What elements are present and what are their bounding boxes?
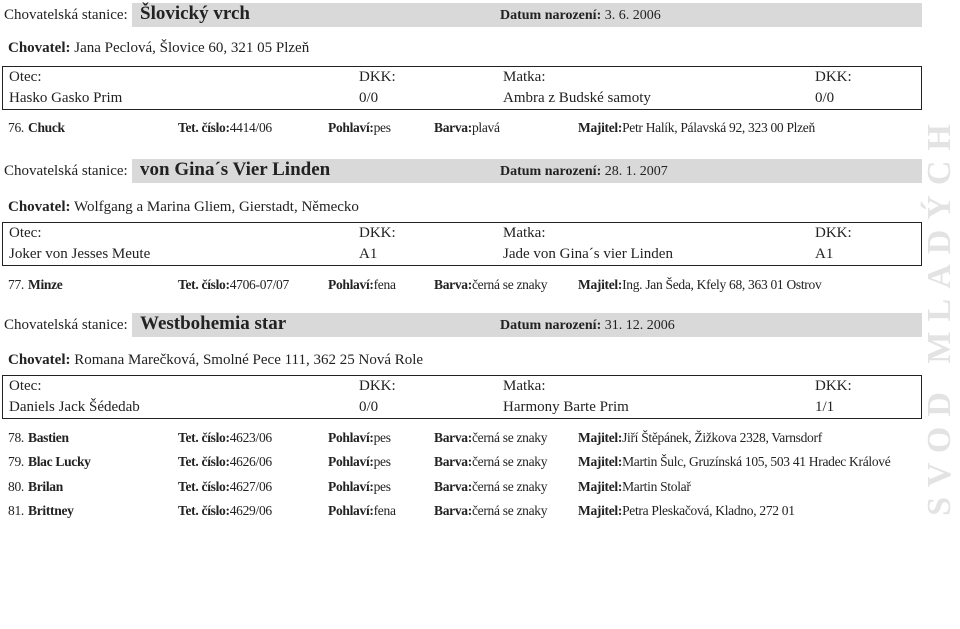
mother-dkk: A1: [815, 246, 834, 262]
owner-label: Majitel:: [578, 479, 623, 494]
father-name: Daniels Jack Šédedab: [9, 399, 140, 415]
station-label: Chovatelská stanice:: [4, 7, 128, 23]
owner-value: Jiří Štěpánek, Žižkova 2328, Varnsdorf: [622, 430, 822, 445]
color-label: Barva:: [434, 430, 472, 445]
pup-row: [0, 503, 922, 525]
tet-value: 4629/06: [229, 503, 272, 518]
pup-sex: [328, 503, 396, 519]
mother-name: Jade von Gina´s vier Linden: [503, 246, 673, 262]
station-row: [0, 159, 922, 183]
owner-label: Majitel:: [578, 120, 623, 135]
father-label: Otec:: [9, 378, 42, 394]
pup-owner: [578, 277, 822, 293]
sex-label: Pohlaví:: [328, 430, 374, 445]
color-value: černá se znaky: [471, 479, 548, 494]
tet-label: Tet. číslo:: [178, 120, 230, 135]
pup-tet: [178, 479, 272, 495]
breeder-value: Jana Peclová, Šlovice 60, 321 05 Plzeň: [74, 40, 310, 56]
sex-value: fena: [373, 503, 396, 518]
father-label: Otec:: [9, 69, 42, 85]
station-bar: [132, 313, 922, 337]
sex-label: Pohlaví:: [328, 454, 374, 469]
pup-sex: [328, 277, 396, 293]
father-name: Hasko Gasko Prim: [9, 90, 123, 106]
owner-label: Majitel:: [578, 503, 623, 518]
owner-label: Majitel:: [578, 277, 623, 292]
pup-row: [0, 277, 922, 299]
owner-value: Martin Šulc, Gruzínská 105, 503 41 Hradec Králové: [622, 454, 891, 469]
pup-tet: [178, 277, 289, 293]
station-bar: [132, 159, 922, 183]
breeder-value: Romana Marečková, Smolné Pece 111, 362 25 Nová Role: [74, 352, 424, 368]
tet-value: 4706-07/07: [229, 277, 289, 292]
pup-color: [434, 120, 500, 136]
pup-sex: [328, 120, 391, 136]
color-label: Barva:: [434, 120, 472, 135]
tet-label: Tet. číslo:: [178, 454, 230, 469]
station-row: [0, 313, 922, 337]
pup-owner: [578, 120, 815, 136]
pup-name: Bastien: [28, 430, 69, 445]
dob-value: 31. 12. 2006: [604, 318, 675, 333]
pup-tet: [178, 454, 272, 470]
owner-value: Martin Stolař: [622, 479, 691, 494]
pup-color: [434, 454, 548, 470]
breeder-label: Chovatel:: [8, 199, 71, 215]
pup-name: Brittney: [28, 503, 74, 518]
mother-label: Matka:: [503, 225, 546, 241]
birth-date: [500, 164, 668, 180]
pup-row: [0, 120, 922, 142]
station-name: Westbohemia star: [140, 313, 287, 334]
sex-value: fena: [373, 277, 396, 292]
breeder-label: Chovatel:: [8, 40, 71, 56]
pup-owner: [578, 454, 891, 470]
tet-value: 4626/06: [229, 454, 272, 469]
mother-label: Matka:: [503, 378, 546, 394]
father-label: Otec:: [9, 225, 42, 241]
mother-dkk-label: DKK:: [815, 225, 852, 241]
pup-number: 80.: [8, 479, 24, 494]
pup-owner: [578, 479, 691, 495]
pup-number: 78.: [8, 430, 24, 445]
breeder: [8, 352, 423, 369]
pup-sex: [328, 430, 391, 446]
color-value: černá se znaky: [471, 430, 548, 445]
father-dkk-label: DKK:: [359, 378, 396, 394]
father-name: Joker von Jesses Meute: [9, 246, 151, 262]
color-label: Barva:: [434, 503, 472, 518]
pup-name: Chuck: [28, 120, 65, 135]
sex-label: Pohlaví:: [328, 120, 374, 135]
watermark-text: SVOD MLADÝCH: [921, 113, 958, 516]
mother-dkk-label: DKK:: [815, 378, 852, 394]
owner-label: Majitel:: [578, 454, 623, 469]
breeder: [8, 40, 309, 57]
color-label: Barva:: [434, 277, 472, 292]
tet-value: 4623/06: [229, 430, 272, 445]
pup-tet: [178, 503, 272, 519]
mother-name: Harmony Barte Prim: [503, 399, 629, 415]
tet-label: Tet. číslo:: [178, 277, 230, 292]
pup-color: [434, 430, 548, 446]
pup-tet: [178, 430, 272, 446]
pup-color: [434, 277, 548, 293]
pup-name: Minze: [28, 277, 63, 292]
breeder-value: Wolfgang a Marina Gliem, Gierstadt, Německo: [73, 199, 359, 215]
parents-box: [2, 66, 922, 110]
tet-value: 4627/06: [229, 479, 272, 494]
mother-dkk: 0/0: [815, 90, 835, 106]
color-label: Barva:: [434, 479, 472, 494]
parents-box: [2, 222, 922, 266]
birth-date: [500, 318, 675, 334]
father-dkk-label: DKK:: [359, 225, 396, 241]
litter-block: [0, 159, 922, 299]
sex-value: pes: [373, 454, 391, 469]
station-bar: [132, 3, 922, 27]
sex-label: Pohlaví:: [328, 503, 374, 518]
pup-row: [0, 430, 922, 452]
sex-value: pes: [373, 430, 391, 445]
pup-number: 77.: [8, 277, 24, 292]
breeder-label: Chovatel:: [8, 352, 71, 368]
pup-row: [0, 454, 922, 476]
pup-name: Blac Lucky: [28, 454, 91, 469]
pup-row: [0, 479, 922, 501]
pup-tet: [178, 120, 272, 136]
litter-block: [0, 313, 922, 523]
pup-color: [434, 503, 548, 519]
tet-label: Tet. číslo:: [178, 430, 230, 445]
father-dkk-label: DKK:: [359, 69, 396, 85]
station-label: Chovatelská stanice:: [4, 163, 128, 179]
mother-label: Matka:: [503, 69, 546, 85]
color-value: plavá: [471, 120, 500, 135]
owner-value: Petra Pleskačová, Kladno, 272 01: [622, 503, 795, 518]
mother-dkk: 1/1: [815, 399, 835, 415]
owner-value: Ing. Jan Šeda, Kfely 68, 363 01 Ostrov: [622, 277, 822, 292]
pup-number: 81.: [8, 503, 24, 518]
father-dkk: 0/0: [359, 90, 379, 106]
pup-color: [434, 479, 548, 495]
dob-label: Datum narození:: [500, 164, 602, 179]
father-dkk: 0/0: [359, 399, 379, 415]
station-name: Šlovický vrch: [140, 3, 250, 24]
tet-label: Tet. číslo:: [178, 503, 230, 518]
pup-name: Brilan: [28, 479, 63, 494]
color-value: černá se znaky: [471, 503, 548, 518]
color-value: černá se znaky: [471, 454, 548, 469]
parents-box: [2, 375, 922, 419]
father-dkk: A1: [359, 246, 378, 262]
dob-label: Datum narození:: [500, 8, 602, 23]
birth-date: [500, 8, 661, 24]
sex-label: Pohlaví:: [328, 479, 374, 494]
pup-sex: [328, 454, 391, 470]
pup-owner: [578, 430, 822, 446]
mother-name: Ambra z Budské samoty: [503, 90, 651, 106]
sex-value: pes: [373, 479, 391, 494]
owner-value: Petr Halík, Pálavská 92, 323 00 Plzeň: [622, 120, 815, 135]
color-value: černá se znaky: [471, 277, 548, 292]
pup-number: 76.: [8, 120, 24, 135]
station-row: [0, 3, 922, 27]
tet-label: Tet. číslo:: [178, 479, 230, 494]
pup-number: 79.: [8, 454, 24, 469]
tet-value: 4414/06: [229, 120, 272, 135]
station-label: Chovatelská stanice:: [4, 317, 128, 333]
litter-block: [0, 3, 922, 143]
sex-value: pes: [373, 120, 391, 135]
dob-label: Datum narození:: [500, 318, 602, 333]
owner-label: Majitel:: [578, 430, 623, 445]
pup-sex: [328, 479, 391, 495]
pup-owner: [578, 503, 795, 519]
color-label: Barva:: [434, 454, 472, 469]
dob-value: 3. 6. 2006: [604, 8, 661, 23]
watermark: [922, 0, 958, 629]
dob-value: 28. 1. 2007: [604, 164, 668, 179]
sex-label: Pohlaví:: [328, 277, 374, 292]
breeder: [8, 199, 359, 216]
mother-dkk-label: DKK:: [815, 69, 852, 85]
station-name: von Gina´s Vier Linden: [140, 159, 331, 180]
